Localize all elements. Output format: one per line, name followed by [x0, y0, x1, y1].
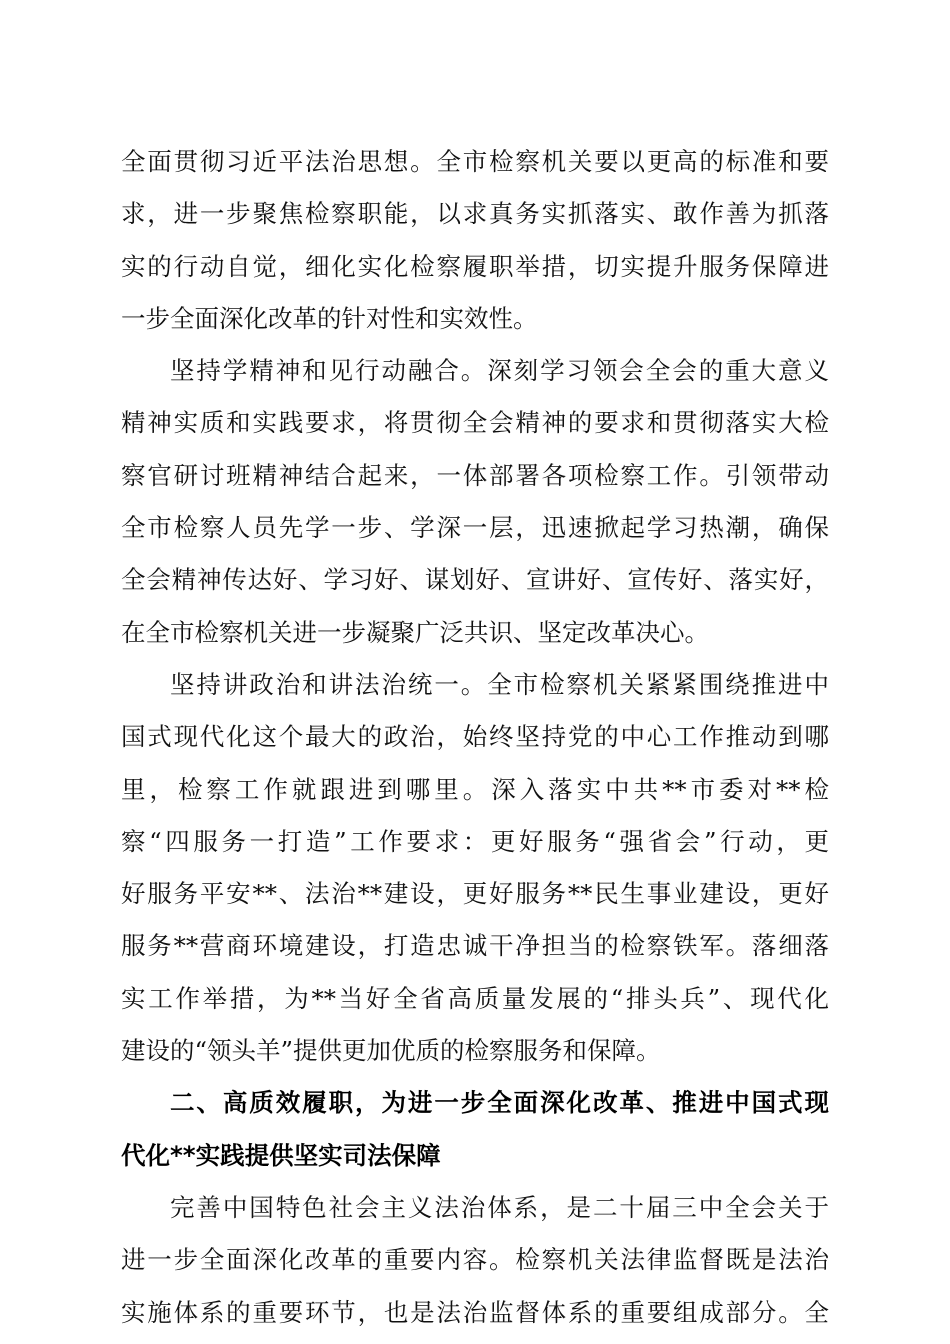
paragraph-rule-of-law-system: [121, 1182, 829, 1339]
paragraph-study-spirit: [121, 345, 829, 659]
text-line: 坚持学精神和见行动融合。深刻学习领会全会的重大意义: [170, 356, 829, 386]
paragraph-politics-rule-of-law: [121, 659, 829, 1077]
text-line: 进一步全面深化改革的重要内容。检察机关法律监督既是法治: [121, 1245, 829, 1275]
text-line: 全市检察人员先学一步、学深一层，迅速掀起学习热潮，确保: [121, 513, 829, 543]
text-line: 好服务平安**、法治**建设，更好服务**民生事业建设，更好: [121, 879, 829, 909]
heading-line: 二、高质效履职，为进一步全面深化改革、推进中国式现: [170, 1088, 829, 1118]
document-body: [121, 136, 829, 1339]
text-line: 全面贯彻习近平法治思想。全市检察机关要以更高的标准和要: [121, 147, 829, 176]
text-line: 实施体系的重要环节，也是法治监督体系的重要组成部分。全: [121, 1297, 829, 1327]
text-line: 完善中国特色社会主义法治体系，是二十届三中全会关于: [170, 1192, 829, 1222]
text-line: 建设的“领头羊”提供更加优质的检察服务和保障。: [121, 1036, 661, 1066]
text-line: 在全市检察机关进一步凝聚广泛共识、坚定改革决心。: [121, 617, 709, 647]
paragraph-intro: [121, 136, 829, 345]
text-line: 里，检察工作就跟进到哪里。深入落实中共**市委对**检: [121, 774, 829, 804]
text-line: 实的行动自觉，细化实化检察履职举措，切实提升服务保障进: [121, 251, 829, 281]
text-line: 精神实质和实践要求，将贯彻全会精神的要求和贯彻落实大检: [121, 408, 829, 438]
text-line: 国式现代化这个最大的政治，始终坚持党的中心工作推动到哪: [121, 722, 829, 752]
text-line: 全会精神传达好、学习好、谋划好、宣讲好、宣传好、落实好，: [121, 565, 829, 595]
text-line: 一步全面深化改革的针对性和实效性。: [121, 303, 538, 333]
text-line: 服务**营商环境建设，打造忠诚干净担当的检察铁军。落细落: [121, 931, 829, 961]
text-line: 坚持讲政治和讲法治统一。全市检察机关紧紧围绕推进中: [170, 669, 829, 699]
text-line: 求，进一步聚焦检察职能，以求真务实抓落实、敢作善为抓落: [121, 199, 829, 229]
text-line: 实工作举措，为**当好全省高质量发展的“排头兵”、现代化: [121, 983, 829, 1013]
text-line: 察官研讨班精神结合起来，一体部署各项检察工作。引领带动: [121, 460, 829, 490]
heading-line: 代化**实践提供坚实司法保障: [121, 1140, 441, 1170]
text-line: 察“四服务一打造”工作要求：更好服务“强省会”行动，更: [121, 826, 829, 856]
section-heading-two: [121, 1077, 829, 1182]
